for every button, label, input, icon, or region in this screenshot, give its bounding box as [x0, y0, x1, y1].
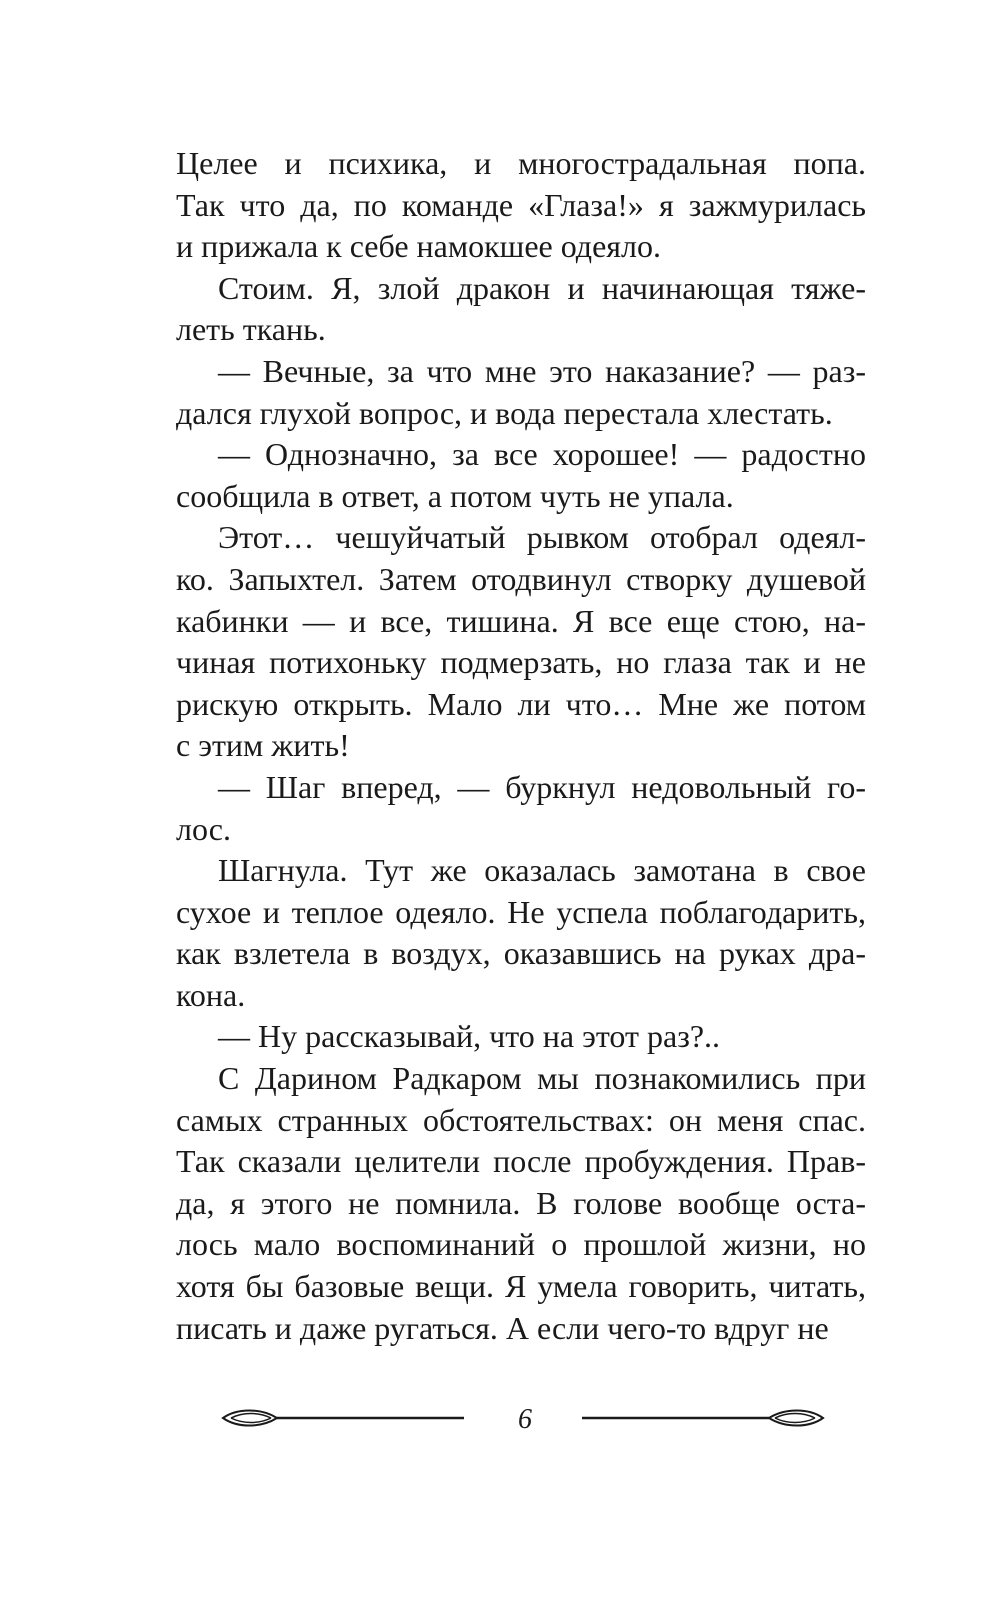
text-line: кона.	[176, 976, 246, 1013]
text-line: сообщила в ответ, а потом чуть не упала.	[176, 477, 734, 514]
text-line: Шагнула. Тут же оказалась замотана в свое	[218, 852, 866, 889]
text-line: сухое и теплое одеяло. Не успела поблагодарить,	[176, 893, 866, 930]
page-footer	[0, 1400, 1000, 1440]
text-line: Так сказали целители после пробуждения. Прав-	[176, 1143, 866, 1180]
right-flourish-icon	[580, 1404, 825, 1434]
text-line: — Шаг вперед, — буркнул недовольный го-	[218, 768, 866, 805]
page-number: 6	[518, 1404, 532, 1435]
text-line: С Дарином Радкаром мы познакомились при	[218, 1060, 866, 1097]
text-line: чиная потихоньку подмерзать, но глаза так и не	[176, 644, 866, 681]
text-line: лось мало воспоминаний о прошлой жизни, но	[176, 1226, 866, 1263]
left-flourish-icon	[221, 1404, 466, 1434]
text-line: — Однозначно, за все хорошее! — радостно	[218, 436, 866, 473]
text-line: дался глухой вопрос, и вода перестала хлестать.	[176, 394, 833, 431]
text-line: Этот… чешуйчатый рывком отобрал одеял-	[218, 519, 866, 556]
text-line: Так что да, по команде «Глаза!» я зажмурилась	[176, 186, 866, 223]
text-line: ко. Запыхтел. Затем отодвинул створку душевой	[176, 560, 866, 597]
text-line: лос.	[176, 810, 231, 847]
text-line: писать и даже ругаться. А если чего-то вдруг не	[176, 1309, 829, 1346]
text-line: хотя бы базовые вещи. Я умела говорить, читать,	[176, 1268, 866, 1305]
text-line: леть ткань.	[176, 311, 326, 348]
text-line: — Ну рассказывай, что на этот раз?..	[218, 1018, 721, 1055]
text-line: кабинки — и все, тишина. Я все еще стою, на-	[176, 602, 866, 639]
text-line: Стоим. Я, злой дракон и начинающая тяже-	[218, 269, 866, 306]
text-line: да, я этого не помнила. В голове вообще оста-	[176, 1184, 866, 1221]
text-line: с этим жить!	[176, 727, 350, 764]
text-line: Целее и психика, и многострадальная попа.	[176, 145, 866, 181]
body-text	[176, 143, 866, 1349]
text-line: самых странных обстоятельствах: он меня спас.	[176, 1101, 866, 1138]
text-line: как взлетела в воздух, оказавшись на руках дра-	[176, 935, 866, 972]
text-line: и прижала к себе намокшее одеяло.	[176, 228, 661, 265]
text-line: рискую открыть. Мало ли что… Мне же потом	[176, 685, 866, 722]
text-line: — Вечные, за что мне это наказание? — раз-	[218, 352, 866, 389]
